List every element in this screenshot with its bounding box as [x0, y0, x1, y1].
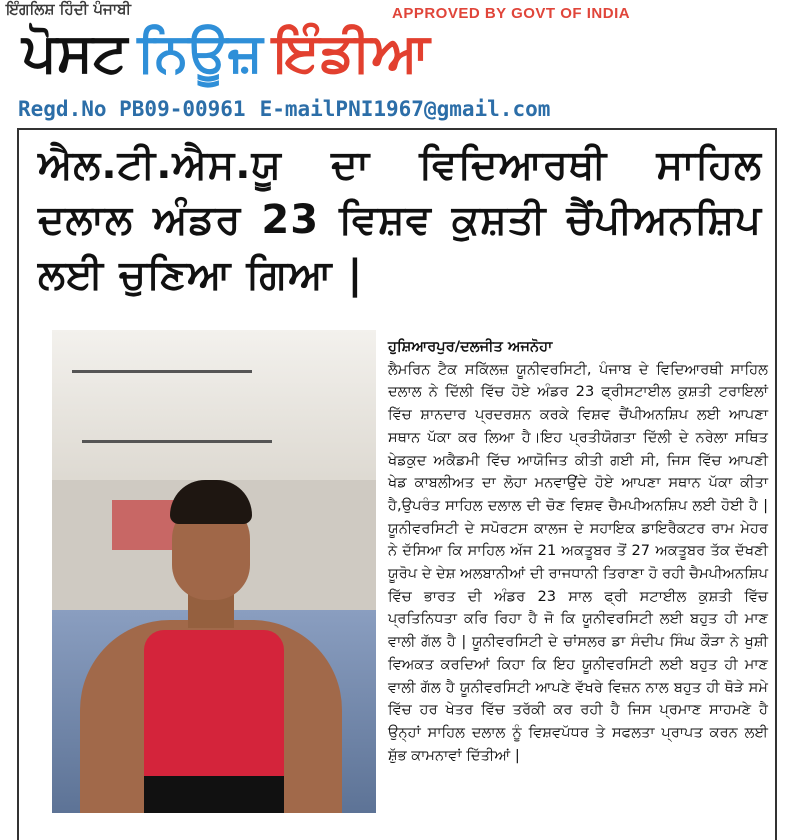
photo-singlet-band [144, 776, 284, 813]
languages-label: ਇੰਗਲਿਸ਼ ਹਿੰਦੀ ਪੰਜਾਬੀ [6, 0, 132, 18]
email-address: E-mailPNI1967@gmail.com [259, 97, 551, 121]
article-byline: ਹੁਸ਼ਿਆਰਪੁਰ/ਦਲਜੀਤ ਅਜਨੋਹਾ [388, 338, 553, 355]
wrestler-photo [52, 330, 376, 813]
masthead [0, 0, 797, 128]
registration-number: Regd.No PB09-00961 [18, 97, 246, 121]
article-headline: ਐਲ.ਟੀ.ਐਸ.ਯੂ ਦਾ ਵਿਦਿਆਰਥੀ ਸਾਹਿਲ ਦਲਾਲ ਅੰਡਰ 23 ਵਿਸ਼ਵ ਕੁਸ਼ਤੀ ਚੈਂਪੀਅਨਸ਼ਿਪ ਲਈ ਚੁਣਿਆ ਗਿਆ | [38, 142, 762, 298]
logo-word-india: ਇੰਡੀਆ [272, 21, 430, 84]
photo-fan [72, 370, 252, 373]
newspaper-logo [22, 18, 430, 88]
logo-word-news: ਨਿਊਜ਼ [137, 21, 263, 84]
registration-line [18, 97, 550, 121]
article-body [388, 336, 768, 767]
photo-roof [52, 330, 376, 490]
article-body-text: ਲੈਮਰਿਨ ਟੈਕ ਸਕਿੱਲਜ਼ ਯੂਨੀਵਰਸਿਟੀ, ਪੰਜਾਬ ਦੇ ਵਿਦਿਆਰਥੀ ਸਾਹਿਲ ਦਲਾਲ ਨੇ ਦਿੱਲੀ ਵਿੱਚ ਹੋਏ ਅੰਡਰ 23 ਫ੍ਰੀਸਟਾਈਲ ਕੁਸ਼ਤੀ ਟਰਾਇਲਾਂ ਵਿੱਚ ਸ਼ਾਨਦਾਰ ਪ੍ਰਦਰਸ਼ਨ ਕਰਕੇ ਵਿਸ਼ਵ ਚੈਂਪੀਅਨਸ਼ਿਪ ਲਈ ਆਪਣਾ ਸਥਾਨ ਪੱਕਾ ਕਰ ਲਿਆ ਹੈ।ਇਹ ਪ੍ਰਤੀਯੋਗਤਾ ਦਿੱਲੀ ਦੇ ਨਰੇਲਾ ਸਥਿਤ ਖੇਡਕੁਦ ਅਕੈਡਮੀ ਵਿੱਚ ਆਯੋਜਿਤ ਕੀਤੀ ਗਈ ਸੀ, ਜਿਸ ਵਿੱਚ ਆਪਣੀ ਖੇਡ ਕਾਬਲੀਅਤ ਦਾ ਲੋਹਾ ਮਨਵਾਉਂਦੇ ਹੋਏ ਆਪਣਾ ਸਥਾਨ ਪੱਕਾ ਕੀਤਾ ਹੈ,ਉਪਰੰਤ ਸਾਹਿਲ ਦਲਾਲ ਦੀ ਚੋਣ ਵਿਸ਼ਵ ਚੈਮਪੀਅਨਸ਼ਿਪ ਲਈ ਹੋਈ ਹੈ | ਯੂਨੀਵਰਸਿਟੀ ਦੇ ਸਪੋਰਟਸ ਕਾਲਜ ਦੇ ਸਹਾਇਕ ਡਾਇਰੈਕਟਰ ਰਾਮ ਮੇਹਰ ਨੇ ਦੱਸਿਆ ਕਿ ਸਾਹਿਲ ਅੱਜ 21 ਅਕਤੂਬਰ ਤੋਂ 27 ਅਕਤੂਬਰ ਤੱਕ ਦੱਖਣੀ ਯੂਰੋਪ ਦੇ ਦੇਸ਼ ਅਲਬਾਨੀਆਂ ਦੀ ਰਾਜਧਾਨੀ ਤਿਰਾਣਾ ਹੋ ਰਹੀ ਚੈਮਪੀਅਨਸ਼ਿਪ ਵਿੱਚ ਭਾਰਤ ਦੀ ਅੰਡਰ 23 ਸਾਲ ਫ੍ਰੀ ਸਟਾਈਲ ਕੁਸ਼ਤੀ ਵਿੱਚ ਪ੍ਰਤਿਨਿਧਤਾ ਕਰਿ ਰਿਹਾ ਹੈ ਜੋ ਕਿ ਯੂਨੀਵਰਸਿਟੀ ਲਈ ਬਹੁਤ ਹੀ ਮਾਣ ਵਾਲੀ ਗੱਲ ਹੈ | ਯੂਨੀਵਰਸਿਟੀ ਦੇ ਚਾਂਸਲਰ ਡਾ ਸੰਦੀਪ ਸਿੰਘ ਕੌੜਾ ਨੇ ਖੁਸ਼ੀ ਵਿਅਕਤ ਕਰਦਿਆਂ ਕਿਹਾ ਕਿ ਇਹ ਯੂਨੀਵਰਸਿਟੀ ਲਈ ਬਹੁਤ ਹੀ ਮਾਣ ਵਾਲੀ ਗੱਲ ਹੈ ਯੂਨੀਵਰਸਿਟੀ ਆਪਣੇ ਵੱਖਰੇ ਵਿਜ਼ਨ ਨਾਲ ਬਹੁਤ ਹੀ ਥੋੜੇ ਸਮੇ ਵਿੱਚ ਹਰ ਖੇਤਰ ਵਿੱਚ ਤਰੱਕੀ ਕਰ ਰਹੀ ਹੈ ਜਿਸ ਪ੍ਰਮਾਣ ਸਾਹਮਣੇ ਹੈ ਉਨ੍ਹਾਂ ਸਾਹਿਲ ਦਲਾਲ ਨੂੰ ਵਿਸ਼ਵਪੱਧਰ ਤੇ ਸਫਲਤਾ ਪ੍ਰਾਪਤ ਕਰਨ ਲਈ ਸ਼ੁੱਭ ਕਾਮਨਾਵਾਂ ਦਿੱਤੀਆਂ | [388, 360, 768, 764]
logo-word-post: ਪੋਸਟ [22, 21, 128, 84]
photo-fan [82, 440, 272, 443]
approved-label: APPROVED BY GOVT OF INDIA [392, 5, 631, 22]
